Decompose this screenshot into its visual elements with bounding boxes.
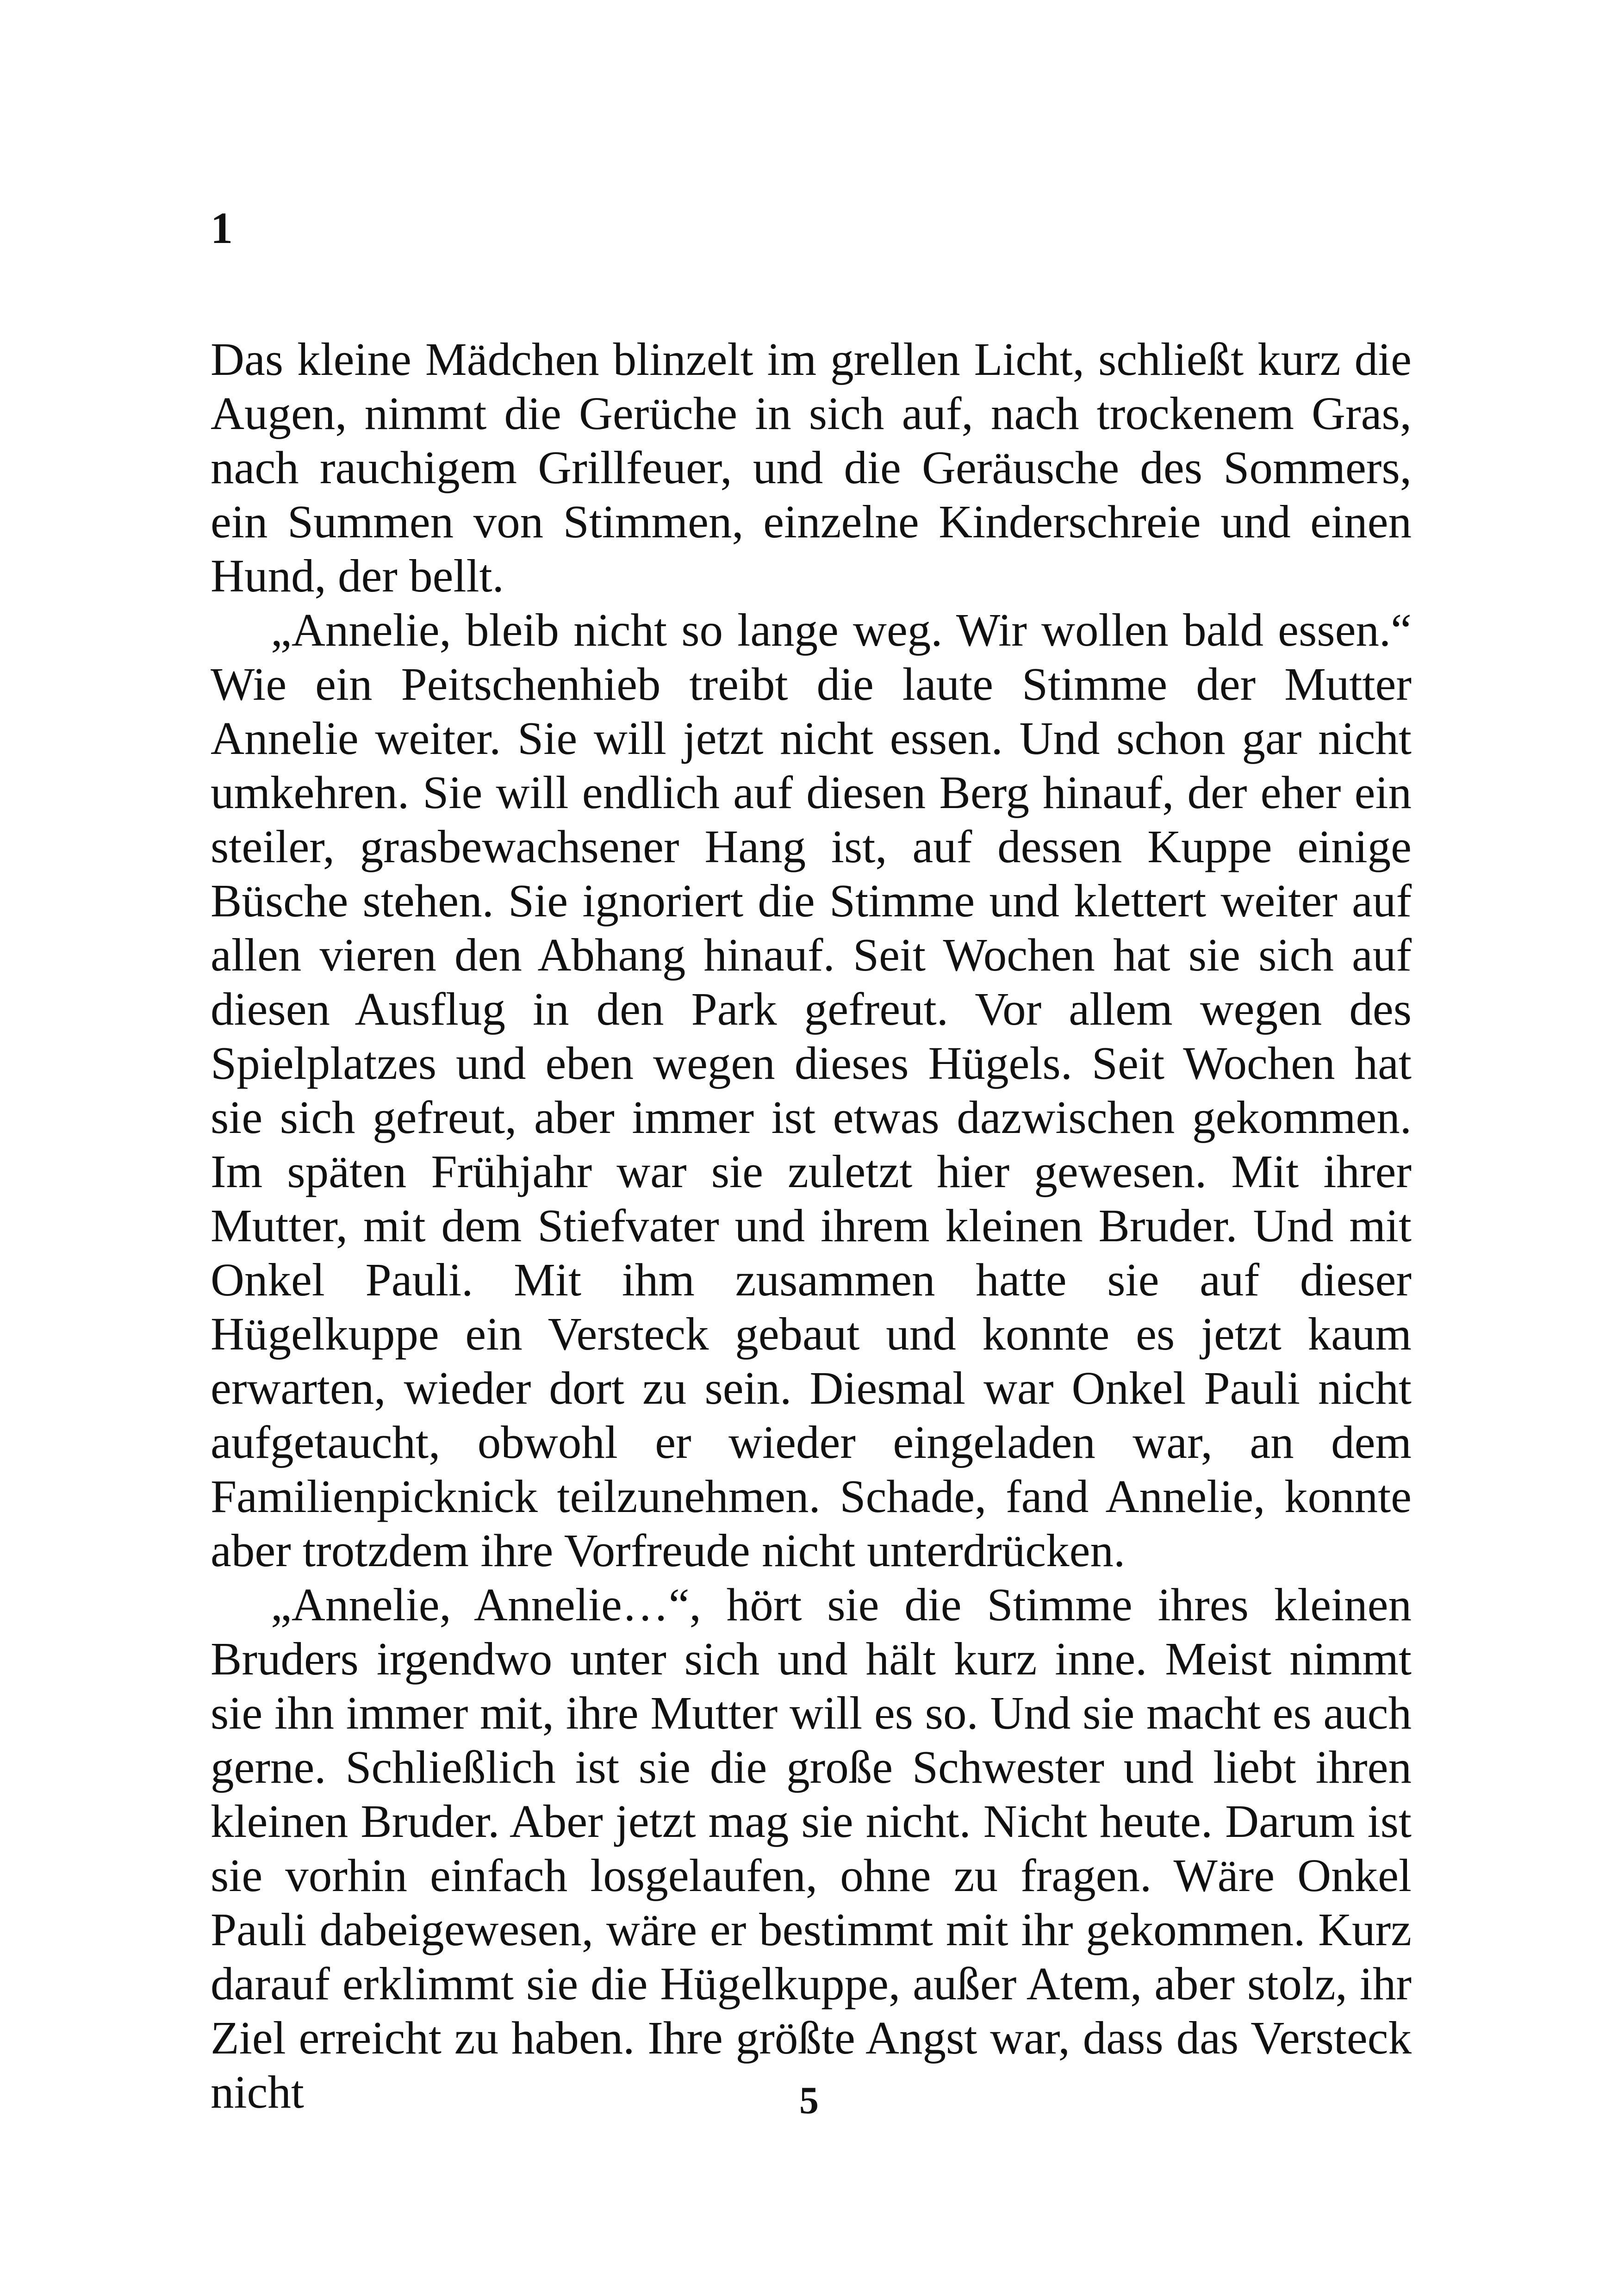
- paragraph-1: Das kleine Mädchen blinzelt im grellen Licht, schließt kurz die Augen, nimmt die Gerüche in sich auf, nach trockenem Gras, nach rauchigem Grillfeuer, und die Geräusche des Sommers, ein Summen von Stimmen, einzelne Kinderschreie und einen Hund, der bellt.: [211, 333, 1412, 602]
- body-text: [211, 332, 1412, 2119]
- paragraph-3: „Annelie, Annelie…“, hört sie die Stimme ihres kleinen Bruders irgendwo unter sich und hält kurz inne. Meist nimmt sie ihn immer mit, ihre Mutter will es so. Und sie macht es auch gerne. Schließlich ist sie die große Schwester und liebt ihren kleinen Bruder. Aber jetzt mag sie nicht. Nicht heute. Darum ist sie vorhin einfach losgelaufen, ohne zu fragen. Wäre Onkel Pauli dabeigewesen, wäre er bestimmt mit ihr gekommen. Kurz darauf erklimmt sie die Hügelkuppe, außer Atem, aber stolz, ihr Ziel erreicht zu haben. Ihre größte Angst war, dass das Versteck nicht: [211, 1579, 1412, 2118]
- page-number: 5: [799, 2079, 819, 2122]
- paragraph-2: „Annelie, bleib nicht so lange weg. Wir wollen bald essen.“ Wie ein Peitschenhieb treibt die laute Stimme der Mutter Annelie weiter. Sie will jetzt nicht essen. Und schon gar nicht umkehren. Sie will endlich auf diesen Berg hinauf, der eher ein steiler, grasbewachsener Hang ist, auf dessen Kuppe einige Büsche stehen. Sie ignoriert die Stimme und klettert weiter auf allen vieren den Abhang hinauf. Seit Wochen hat sie sich auf diesen Ausflug in den Park gefreut. Vor allem wegen des Spielplatzes und eben wegen dieses Hügels. Seit Wochen hat sie sich gefreut, aber immer ist etwas dazwischen gekommen. Im späten Frühjahr war sie zuletzt hier gewesen. Mit ihrer Mutter, mit dem Stiefvater und ihrem kleinen Bruder. Und mit Onkel Pauli. Mit ihm zusammen hatte sie auf dieser Hügelkuppe ein Versteck gebaut und konnte es jetzt kaum erwarten, wieder dort zu sein. Diesmal war Onkel Pauli nicht aufgetaucht, obwohl er wieder eingeladen war, an dem Familienpicknick teilzunehmen. Schade, fand Annelie, konnte aber trotzdem ihre Vorfreude nicht unterdrücken.: [211, 604, 1412, 1576]
- chapter-number: 1: [211, 203, 233, 253]
